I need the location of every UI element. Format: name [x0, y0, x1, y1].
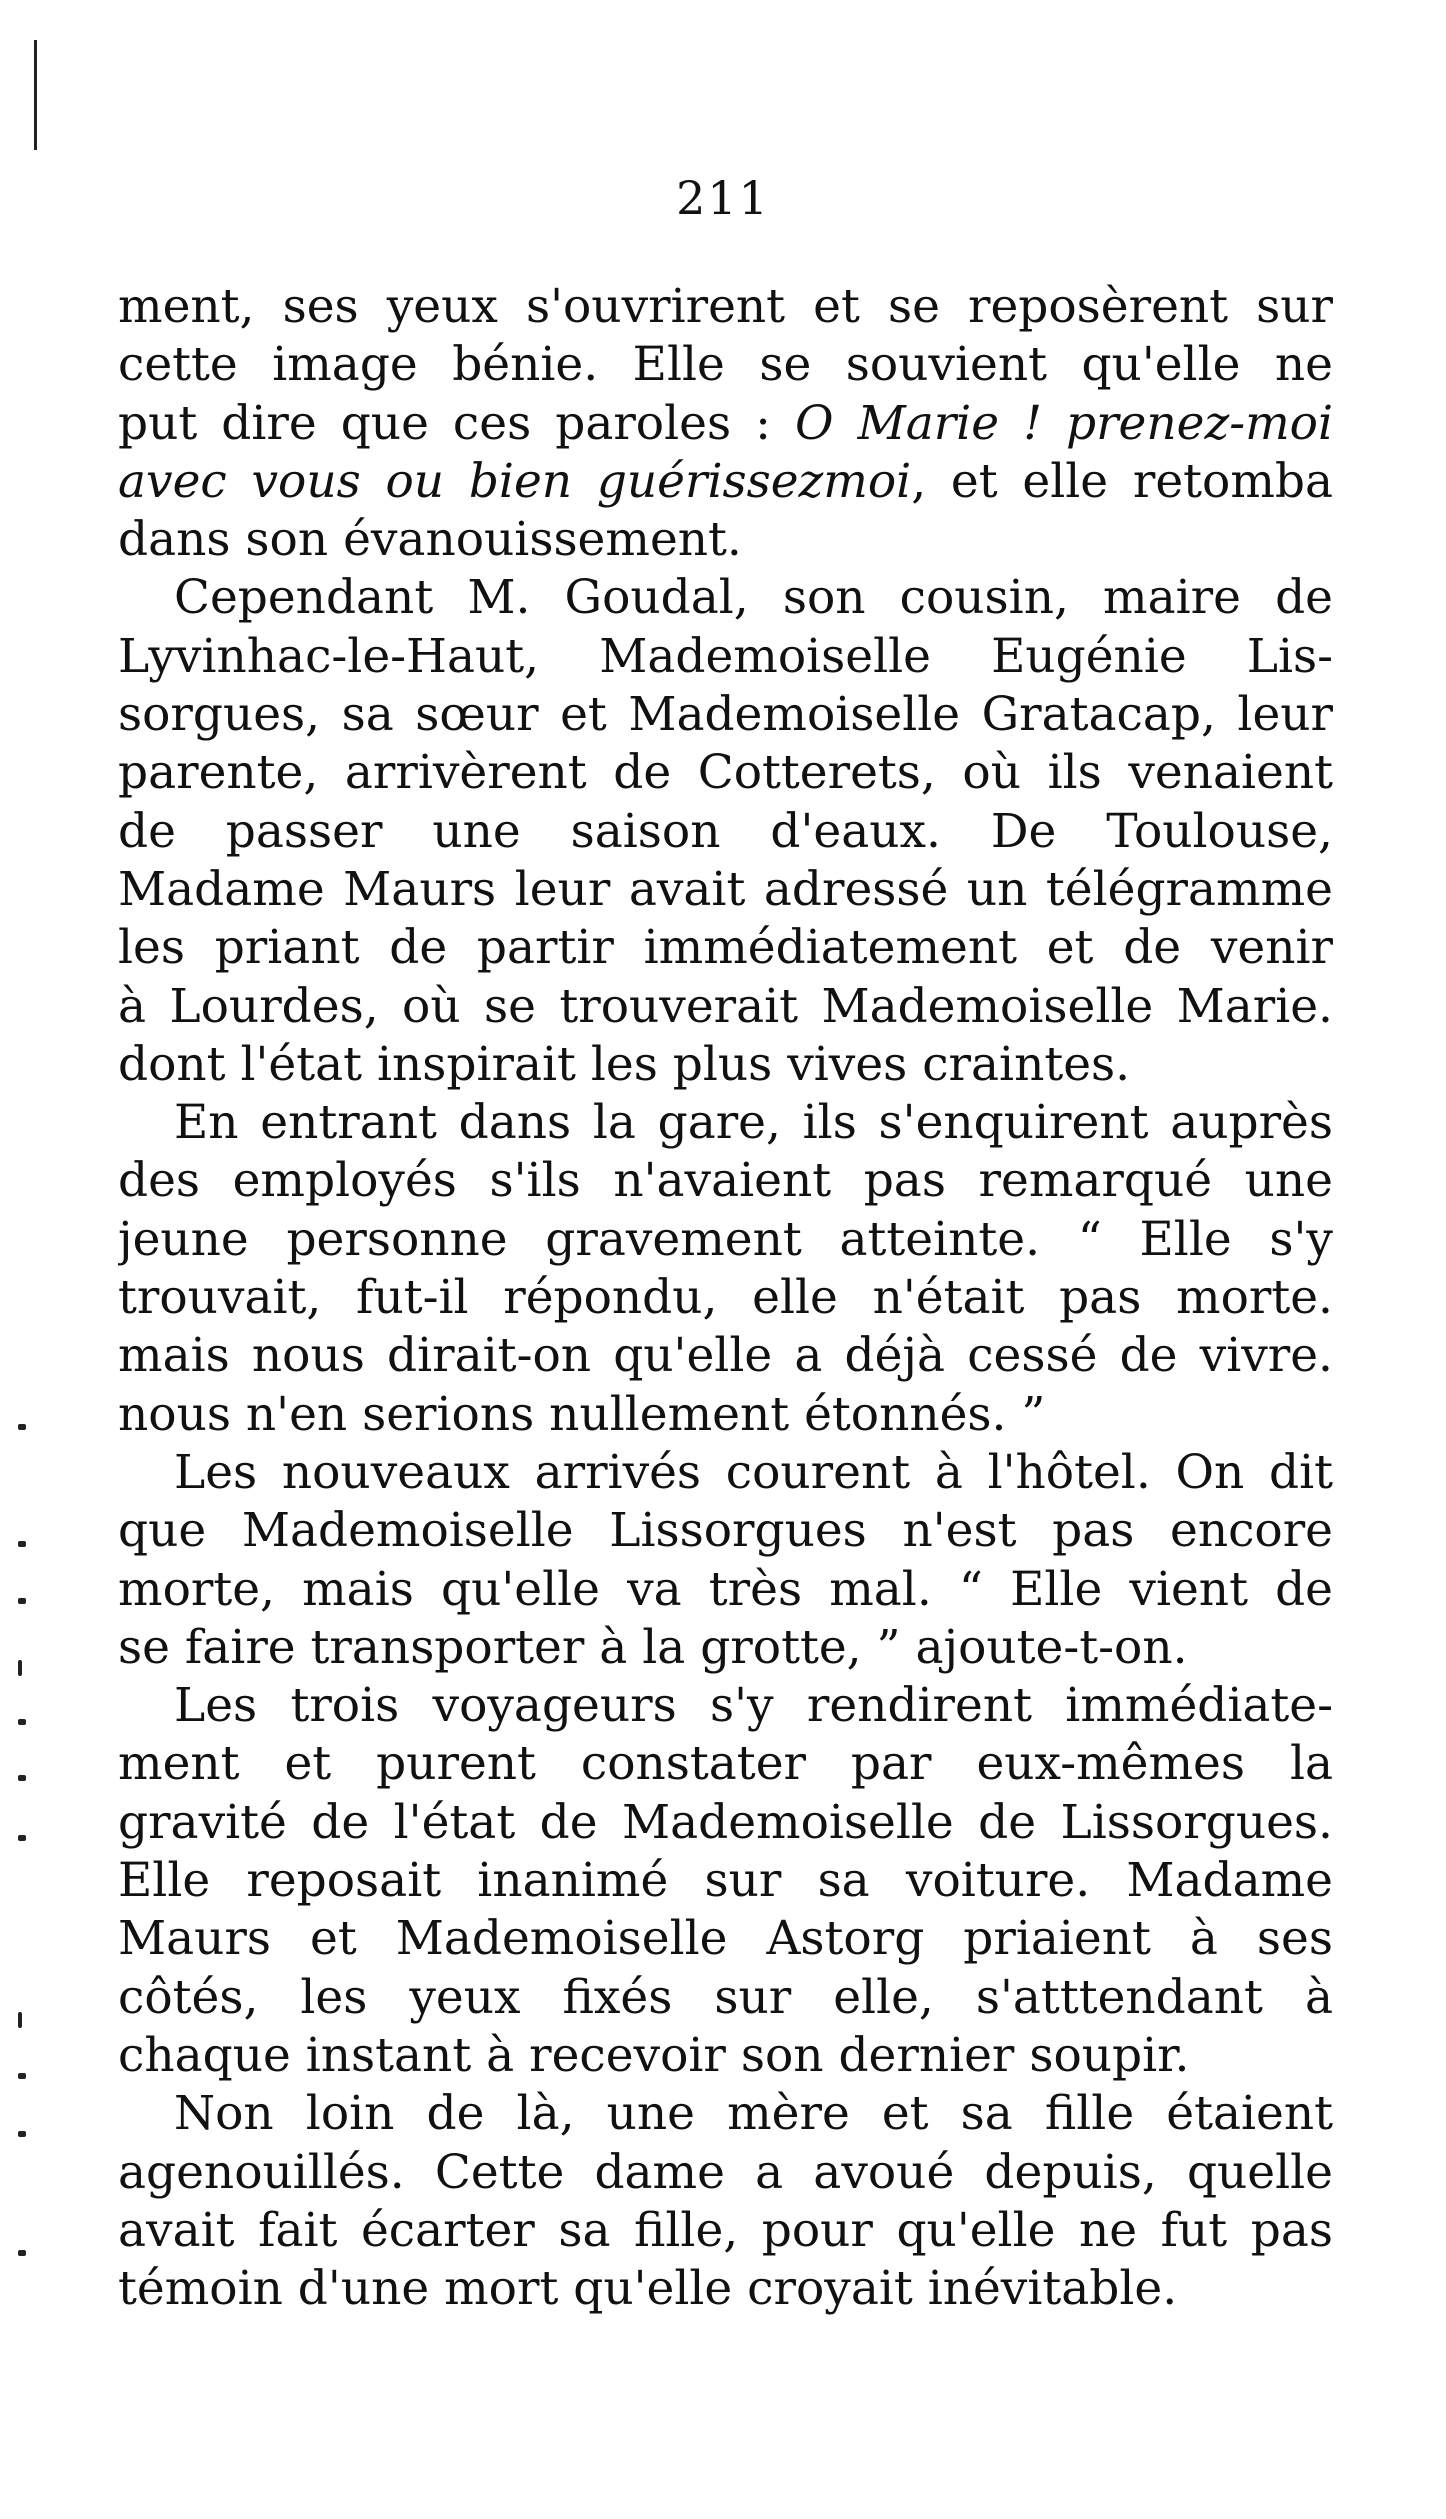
margin-mark	[18, 2012, 22, 2028]
text-line: que Mademoiselle Lissorgues n'est pas encore	[118, 1503, 1333, 1559]
text-line: se faire transporter à la grotte, ” ajoute-t-on.	[118, 1619, 1188, 1675]
text-line: dans son évanouissement.	[118, 512, 742, 568]
page-number: 211	[676, 171, 770, 225]
text-line: put dire que ces paroles : O Marie ! prenez-moi	[118, 395, 1333, 451]
text-line: des employés s'ils n'avaient pas remarqué une	[118, 1153, 1333, 1209]
text-line: cette image bénie. Elle se souvient qu'elle ne	[118, 337, 1333, 393]
margin-mark	[18, 1835, 26, 1841]
text-line: morte, mais qu'elle va très mal. “ Elle vient de	[118, 1561, 1333, 1617]
text-line: Cependant M. Goudal, son cousin, maire de	[174, 570, 1333, 626]
body-text	[118, 278, 1333, 2318]
text-line: gravité de l'état de Mademoiselle de Lissorgues.	[118, 1794, 1333, 1850]
text-line: Maurs et Mademoiselle Astorg priaient à ses	[118, 1911, 1333, 1967]
text-line: trouvait, fut-il répondu, elle n'était pas morte.	[118, 1270, 1333, 1326]
margin-mark	[18, 1598, 26, 1604]
italic-quote: avec vous ou bien guérissezmoi	[118, 453, 912, 509]
text-line: ment et purent constater par eux-mêmes la	[118, 1736, 1333, 1792]
italic-quote: O Marie ! prenez-moi	[795, 395, 1333, 451]
text-line: agenouillés. Cette dame a avoué depuis, quelle	[118, 2144, 1333, 2200]
text-line: côtés, les yeux fixés sur elle, s'atttendant à	[118, 1969, 1333, 2025]
text-line: à Lourdes, où se trouverait Mademoiselle Marie.	[118, 978, 1333, 1034]
text-line: Elle reposait inanimé sur sa voiture. Madame	[118, 1853, 1333, 1909]
text-line: jeune personne gravement atteinte. “ Elle s'y	[118, 1211, 1333, 1267]
margin-mark	[18, 1660, 22, 1676]
margin-mark	[18, 2250, 26, 2256]
text-line: témoin d'une mort qu'elle croyait inévitable.	[118, 2261, 1178, 2317]
text-line: nous n'en serions nullement étonnés. ”	[118, 1386, 1046, 1442]
text-line: sorgues, sa sœur et Mademoiselle Gratacap, leur	[118, 687, 1333, 743]
text-line: chaque instant à recevoir son dernier soupir.	[118, 2027, 1190, 2083]
margin-mark	[18, 2131, 26, 2137]
text-line: avec vous ou bien guérissezmoi, et elle retomba	[118, 453, 1333, 509]
margin-mark	[18, 1541, 26, 1547]
margin-mark	[18, 1775, 26, 1781]
text-line: parente, arrivèrent de Cotterets, où ils venaient	[118, 745, 1333, 801]
text-line: Les trois voyageurs s'y rendirent immédiate-	[174, 1678, 1333, 1734]
text-line: avait fait écarter sa fille, pour qu'elle ne fut pas	[118, 2202, 1333, 2258]
text-line: dont l'état inspirait les plus vives craintes.	[118, 1036, 1131, 1092]
gutter-rule	[34, 40, 37, 150]
margin-mark	[18, 1719, 26, 1725]
text-line: Lyvinhac-le-Haut, Mademoiselle Eugénie Lis-	[118, 628, 1333, 684]
margin-mark	[18, 1424, 26, 1430]
text-line: de passer une saison d'eaux. De Toulouse,	[118, 803, 1333, 859]
text-line: Madame Maurs leur avait adressé un télégramme	[118, 861, 1333, 917]
text-line: mais nous dirait-on qu'elle a déjà cessé de vivre.	[118, 1328, 1333, 1384]
text-line: les priant de partir immédiatement et de venir	[118, 920, 1333, 976]
text-line: En entrant dans la gare, ils s'enquirent auprès	[174, 1095, 1333, 1151]
margin-mark	[18, 2073, 26, 2079]
text-line: Les nouveaux arrivés courent à l'hôtel. On dit	[174, 1444, 1333, 1500]
text-line: Non loin de là, une mère et sa fille étaient	[174, 2086, 1333, 2142]
text-line: ment, ses yeux s'ouvrirent et se reposèrent sur	[118, 279, 1333, 334]
